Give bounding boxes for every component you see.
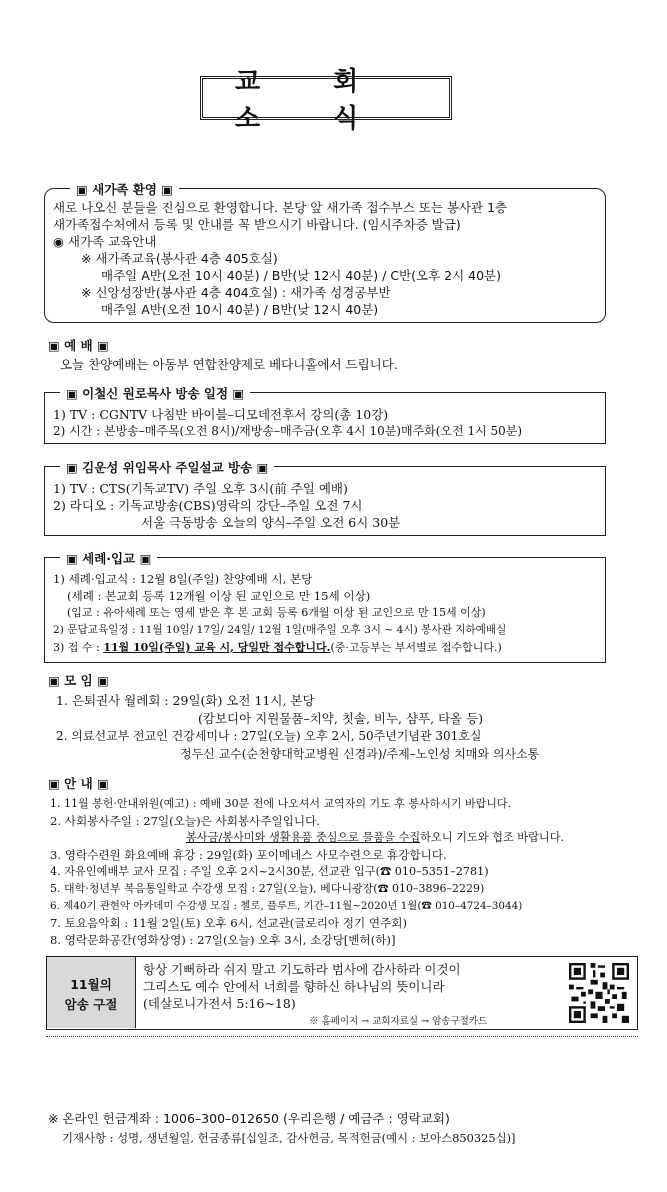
welcome-header: ▣ 새가족 환영 ▣ — [70, 180, 179, 198]
meeting-line-3: 2. 의료선교부 전교인 건강세미나 : 27일(오늘) 오후 2시, 50주년기념관 301호실 — [56, 729, 482, 743]
memory-label-1: 11월의 — [70, 977, 112, 992]
notice-line-3-underlined: 봉사금/봉사미와 생활용품 중심으로 물품을 수집 — [186, 831, 421, 844]
baptism-line-5-suffix: (중·고등부는 부서별로 접수합니다.) — [330, 641, 502, 654]
broadcast1-line-2: 2) 시간 : 본방송–매주목(오전 8시)/재방송–매주금(오후 4시 10분)매주화(오전 1시 50분) — [53, 424, 523, 438]
notice-line-3 — [186, 830, 564, 847]
baptism-line-4: 2) 문답교육일정 : 11월 10일/ 17일/ 24일/ 12월 1일(매주일 오후 3시 ~ 4시) 봉사관 지하예배실 — [53, 624, 507, 636]
baptism-line-1: 1) 세례·입교식 : 12월 8일(주일) 찬양예배 시, 본당 — [53, 572, 313, 586]
broadcast2-box — [44, 466, 606, 536]
notice-line-6: 5. 대학·청년부 복음통일학교 수강생 모집 : 27일(오늘), 베다니광장(☎ 010–3896–2229) — [50, 882, 485, 895]
notice-line-3-rest: 하오니 기도와 협조 바랍니다. — [420, 831, 565, 844]
qr-code-icon[interactable] — [569, 963, 629, 1023]
meeting-line-1: 1. 은퇴권사 월례회 : 29일(화) 오전 11시, 본당 — [56, 693, 315, 708]
baptism-line-5-bold: 11월 10일(주일) 교육 시, 당일만 접수합니다. — [103, 641, 331, 654]
broadcast2-line-3: 서울 극동방송 오늘의 양식–주일 오전 6시 30분 — [141, 515, 401, 530]
notice-line-2: 2. 사회봉사주일 : 27일(오늘)은 사회봉사주일입니다. — [50, 814, 320, 828]
meeting-header: ▣ 모 임 ▣ — [48, 673, 109, 688]
dotted-divider — [46, 1036, 638, 1037]
welcome-edu-1-time: 매주일 A반(오전 10시 40분) / B반(낮 12시 40분) / C반(오후 2시 40분) — [101, 268, 502, 283]
page-title — [200, 67, 452, 134]
welcome-line-2: 새가족접수처에서 등록 및 안내를 꼭 받으시기 바랍니다. (임시주차증 발급) — [53, 217, 461, 232]
welcome-line-1: 새로 나오신 분들을 진심으로 환영합니다. 본당 앞 새가족 접수부스 또는 봉사관 1층 — [53, 200, 508, 215]
baptism-line-5-prefix: 3) 접 수 : — [53, 641, 104, 654]
meeting-line-2: (캄보디아 지원물품–치약, 칫솔, 비누, 샴푸, 타올 등) — [198, 711, 484, 726]
notice-line-9: 8. 영락문화공간(영화상영) : 27일(오늘) 오후 3시, 소강당[벤허(하)] — [50, 933, 396, 947]
notice-line-5: 4. 자유인예배부 교사 모집 : 주일 오후 2시~2시30분, 선교관 입구(☎ 010–5351–2781) — [50, 865, 489, 878]
memory-verse-3: (데살로니가전서 5:16~18) — [143, 996, 296, 1011]
broadcast2-line-1: 1) TV : CTS(기독교TV) 주일 오후 3시(前 주일 예배) — [53, 481, 348, 496]
broadcast1-line-1: 1) TV : CGNTV 나침반 바이블–디모데전후서 강의(총 10강) — [53, 407, 389, 422]
memory-verse-1: 항상 기뻐하라 쉬지 말고 기도하라 범사에 감사하라 이것이 — [143, 962, 461, 977]
welcome-box — [44, 188, 606, 323]
worship-text: 오늘 찬양예배는 아동부 연합찬양제로 베다니홀에서 드립니다. — [60, 357, 398, 372]
notice-line-7: 6. 제40기 관현악 아카데미 수강생 모집 : 첼로, 플루트, 기간–11월~2020년 1월(☎ 010–4724–3044) — [50, 900, 523, 912]
worship-header: ▣ 예 배 ▣ — [48, 338, 109, 353]
broadcast2-header: ▣ 김운성 위임목사 주일설교 방송 ▣ — [60, 458, 274, 476]
notice-line-4: 3. 영락수련원 화요예배 휴강 : 29일(화) 포이메네스 사모수련으로 휴강합니다. — [50, 848, 447, 862]
baptism-line-3: (입교 : 유아세례 또는 영세 받은 후 본 교회 등록 6개월 이상 된 교인으로 만 15세 이상) — [67, 606, 486, 619]
meeting-line-4: 정두신 교수(순천향대학교병원 신경과)/주제–노인성 치매와 의사소통 — [180, 747, 540, 761]
memory-verse-2: 그리스도 예수 안에서 너희를 향하신 하나님의 뜻이니라 — [143, 979, 445, 994]
notice-line-8: 7. 토요음악회 : 11월 2일(토) 오후 6시, 선교관(글로리아 정기 연주회) — [50, 916, 408, 930]
welcome-edu-2-time: 매주일 A반(오전 10시 40분) / B반(낮 12시 40분) — [101, 302, 379, 317]
memory-label-2: 암송 구절 — [64, 997, 118, 1012]
welcome-edu-2: ※ 신앙성장반(봉사관 4층 404호실) : 새가족 성경공부반 — [81, 285, 391, 300]
footer-instructions: 기재사항 : 성명, 생년월일, 헌금종류[십일조, 감사헌금, 목적헌금(예시 : 보아스850325십)] — [62, 1131, 516, 1145]
memory-note: ※ 홈페이지 → 교회자료실 → 암송구절카드 — [309, 1016, 488, 1027]
baptism-line-5 — [53, 640, 502, 657]
memory-box — [46, 956, 638, 1030]
broadcast1-header: ▣ 이철신 원로목사 방송 일정 ▣ — [60, 384, 250, 402]
memory-label-cell — [47, 957, 136, 1028]
welcome-edu-1: ※ 새가족교육(봉사관 4층 405호실) — [81, 251, 278, 266]
footer-account: ※ 온라인 헌금계좌 : 1006–300–012650 (우리은행 / 예금주 : 영락교회) — [48, 1111, 450, 1126]
broadcast2-line-2: 2) 라디오 : 기독교방송(CBS)영락의 강단–주일 오전 7시 — [53, 498, 363, 513]
notice-header: ▣ 안 내 ▣ — [48, 776, 109, 791]
page-title-text: 교 회 소 식 — [235, 67, 391, 134]
baptism-box — [44, 557, 606, 663]
notice-line-1: 1. 11월 봉헌·안내위원(예고) : 예배 30분 전에 나오셔서 교역자의 기도 후 봉사하시기 바랍니다. — [50, 797, 512, 810]
baptism-line-2: (세례 : 본교회 등록 12개월 이상 된 교인으로 만 15세 이상) — [67, 589, 371, 603]
welcome-edu-title: ◉ 새가족 교육안내 — [53, 234, 157, 249]
baptism-header: ▣ 세례·입교 ▣ — [60, 549, 157, 567]
